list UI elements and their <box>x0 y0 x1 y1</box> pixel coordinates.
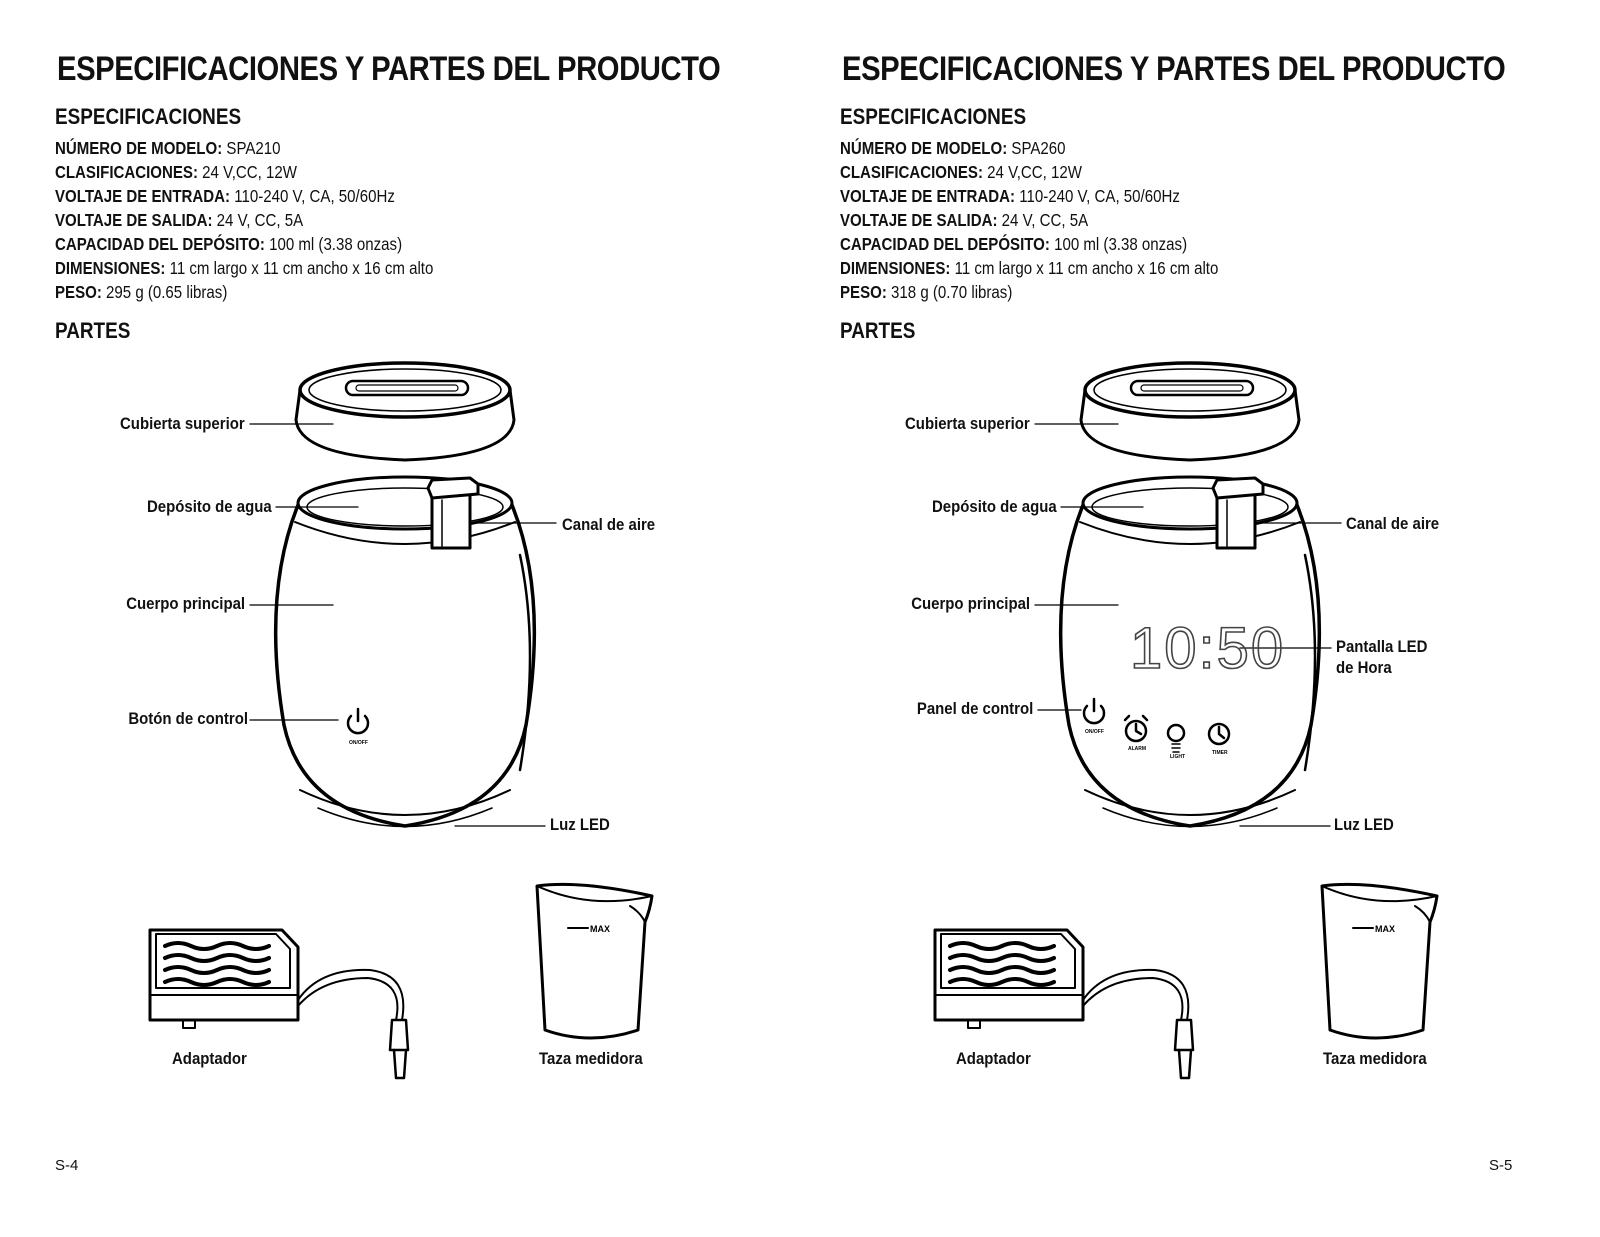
page-number: S-4 <box>55 1157 79 1174</box>
label-air-channel: Canal de aire <box>1346 514 1440 533</box>
label-led-light: Luz LED <box>1334 815 1394 834</box>
label-adapter: Adaptador <box>172 1049 247 1068</box>
label-water-tank: Depósito de agua <box>147 497 272 516</box>
label-measuring-cup: Taza medidora <box>539 1049 643 1068</box>
timer-icon <box>1209 724 1229 744</box>
page-title: ESPECIFICACIONES Y PARTES DEL PRODUCTO <box>57 50 721 88</box>
specs-heading: ESPECIFICACIONES <box>840 104 1027 129</box>
spec-dimensions: DIMENSIONES: 11 cm largo x 11 cm ancho x 16 cm alto <box>840 258 1219 278</box>
alarm-label: ALARM <box>1128 746 1147 752</box>
spec-output-voltage: VOLTAJE DE SALIDA: 24 V, CC, 5A <box>55 210 304 230</box>
label-adapter: Adaptador <box>956 1049 1031 1068</box>
label-led-display-line1: Pantalla LED <box>1336 637 1428 656</box>
main-body-drawing <box>276 477 535 827</box>
cup-max-mark: MAX <box>1375 924 1395 934</box>
onoff-text: ON/OFF <box>1085 729 1104 735</box>
label-led-display-line2: de Hora <box>1336 658 1392 677</box>
measuring-cup-drawing <box>537 884 652 1038</box>
spec-output-voltage: VOLTAJE DE SALIDA: 24 V, CC, 5A <box>840 210 1089 230</box>
clock-display: 10:50 <box>1130 616 1286 681</box>
top-cover-drawing <box>1081 363 1299 460</box>
label-control-panel: Panel de control <box>916 699 1033 718</box>
spec-ratings: CLASIFICACIONES: 24 V,CC, 12W <box>840 162 1082 182</box>
spec-input-voltage: VOLTAJE DE ENTRADA: 110-240 V, CA, 50/60Hz <box>55 186 395 206</box>
air-channel-drawing <box>428 478 478 548</box>
top-cover-drawing <box>296 363 514 460</box>
parts-heading: PARTES <box>55 318 131 343</box>
page-title: ESPECIFICACIONES Y PARTES DEL PRODUCTO <box>842 50 1506 88</box>
spec-weight: PESO: 295 g (0.65 libras) <box>55 282 228 302</box>
spec-model: NÚMERO DE MODELO: SPA260 <box>840 138 1066 158</box>
spec-model: NÚMERO DE MODELO: SPA210 <box>55 138 281 158</box>
spec-capacity: CAPACIDAD DEL DEPÓSITO: 100 ml (3.38 onzas) <box>55 234 403 254</box>
label-top-cover: Cubierta superior <box>905 414 1030 433</box>
power-icon <box>348 709 368 733</box>
page-right <box>800 0 1600 1237</box>
label-control-button: Botón de control <box>128 709 248 728</box>
onoff-text: ON/OFF <box>349 740 368 746</box>
label-main-body: Cuerpo principal <box>126 594 245 613</box>
light-icon <box>1168 725 1184 752</box>
label-water-tank: Depósito de agua <box>932 497 1057 516</box>
specs-heading: ESPECIFICACIONES <box>55 104 242 129</box>
parts-heading: PARTES <box>840 318 916 343</box>
label-measuring-cup: Taza medidora <box>1323 1049 1427 1068</box>
spec-weight: PESO: 318 g (0.70 libras) <box>840 282 1013 302</box>
spec-capacity: CAPACIDAD DEL DEPÓSITO: 100 ml (3.38 onzas) <box>840 234 1188 254</box>
page-number: S-5 <box>1489 1157 1513 1174</box>
light-label: LIGHT <box>1170 754 1185 760</box>
spec-ratings: CLASIFICACIONES: 24 V,CC, 12W <box>55 162 297 182</box>
label-air-channel: Canal de aire <box>562 515 656 534</box>
spec-dimensions: DIMENSIONES: 11 cm largo x 11 cm ancho x 16 cm alto <box>55 258 434 278</box>
cup-max-mark: MAX <box>590 924 610 934</box>
diffuser-parts-diagram <box>800 0 1600 1237</box>
timer-label: TIMER <box>1212 750 1228 756</box>
label-top-cover: Cubierta superior <box>120 414 245 433</box>
measuring-cup-drawing <box>1322 884 1437 1038</box>
alarm-icon <box>1125 716 1147 741</box>
power-icon <box>1084 699 1104 723</box>
air-channel-drawing <box>1213 478 1263 548</box>
label-main-body: Cuerpo principal <box>911 594 1030 613</box>
label-led-light: Luz LED <box>550 815 610 834</box>
spec-input-voltage: VOLTAJE DE ENTRADA: 110-240 V, CA, 50/60Hz <box>840 186 1180 206</box>
